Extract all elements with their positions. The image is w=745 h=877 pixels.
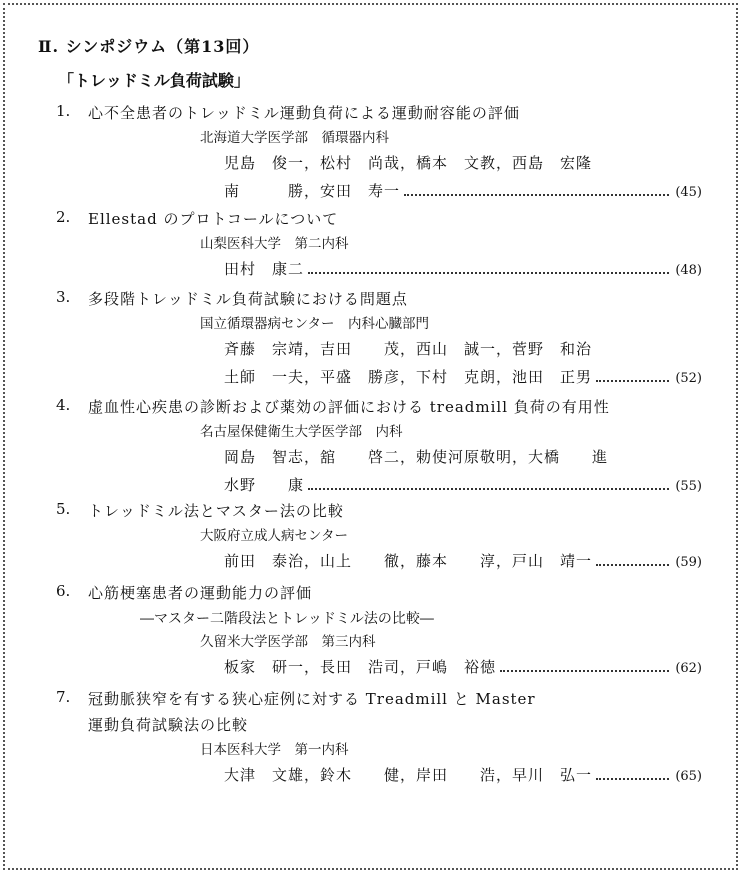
entry-title: 心不全患者のトレッドミル運動負荷による運動耐容能の評価: [88, 104, 520, 122]
entry-number: 1.: [56, 102, 71, 120]
entry-authors: 児島 俊一，松村 尚哉，橋本 文教，西島 宏隆: [224, 154, 593, 172]
entry-authors: 板家 研一，長田 浩司，戸嶋 裕徳: [224, 658, 497, 676]
entry-last-author-line: [224, 764, 702, 785]
entry-affiliation: 久留米大学医学部 第三内科: [200, 634, 376, 650]
page-number: (59): [675, 555, 702, 570]
entry-number: 5.: [56, 500, 71, 518]
entry-authors: 岡島 智志，舘 啓二，勅使河原敬明，大橋 進: [224, 448, 609, 466]
dot-leader: [596, 564, 669, 566]
entry-affiliation: 名古屋保健衛生大学医学部 内科: [200, 424, 403, 440]
entry-authors: 田村 康二: [224, 260, 305, 278]
page-number: (62): [675, 661, 702, 676]
entry-subtitle: ―マスター二階段法とトレッドミル法の比較―: [140, 611, 434, 627]
entry-title: 多段階トレッドミル負荷試験における問題点: [88, 290, 408, 308]
page-number: (52): [675, 371, 702, 386]
entry-number: 7.: [56, 688, 71, 706]
entry-last-author-line: [224, 366, 702, 387]
entry-authors: 大津 文雄，鈴木 健，岸田 浩，早川 弘一: [224, 766, 593, 784]
entry-last-author-line: [224, 550, 702, 571]
entry-title: Ellestad のプロトコールについて: [88, 210, 339, 228]
section-heading: Ⅱ. シンポジウム（第13回）: [38, 37, 260, 56]
entry-last-author-line: [224, 474, 702, 495]
entry-last-author-line: [224, 258, 702, 279]
entry-title: 心筋梗塞患者の運動能力の評価: [88, 584, 313, 602]
symposium-title: 「トレッドミル負荷試験」: [58, 71, 250, 90]
dot-leader: [404, 194, 669, 196]
entry-last-author-line: [224, 656, 702, 677]
entry-number: 6.: [56, 582, 71, 600]
entry-title: 冠動脈狭窄を有する狭心症例に対する Treadmill と Master: [88, 690, 536, 708]
entry-number: 2.: [56, 208, 71, 226]
entry-affiliation: 大阪府立成人病センター: [200, 528, 348, 544]
page-number: (48): [675, 263, 702, 278]
entry-title: トレッドミル法とマスター法の比較: [88, 502, 344, 520]
page-number: (65): [675, 769, 702, 784]
entry-number: 4.: [56, 396, 71, 414]
entry-affiliation: 山梨医科大学 第二内科: [200, 236, 349, 252]
dot-leader: [596, 380, 669, 382]
entry-last-author-line: [224, 180, 702, 201]
entry-authors: 南 勝，安田 寿一: [224, 182, 401, 200]
entry-number: 3.: [56, 288, 71, 306]
page-number: (45): [675, 185, 702, 200]
entry-affiliation: 国立循環器病センター 内科心臓部門: [200, 316, 429, 332]
dot-leader: [500, 670, 669, 672]
dot-leader: [308, 272, 669, 274]
entry-authors: 水野 康: [224, 476, 305, 494]
entry-authors: 前田 泰治，山上 徹，藤本 淳，戸山 靖一: [224, 552, 593, 570]
page-number: (55): [675, 479, 702, 494]
entry-title: 運動負荷試験法の比較: [88, 716, 249, 734]
entry-authors: 斉藤 宗靖，吉田 茂，西山 誠一，菅野 和治: [224, 340, 593, 358]
dot-leader: [596, 778, 669, 780]
entry-authors: 土師 一夫，平盛 勝彦，下村 克朗，池田 正男: [224, 368, 593, 386]
entry-affiliation: 北海道大学医学部 循環器内科: [200, 130, 389, 146]
entry-affiliation: 日本医科大学 第一内科: [200, 742, 349, 758]
entry-title: 虚血性心疾患の診断および薬効の評価における treadmill 負荷の有用性: [88, 398, 610, 416]
dot-leader: [308, 488, 669, 490]
